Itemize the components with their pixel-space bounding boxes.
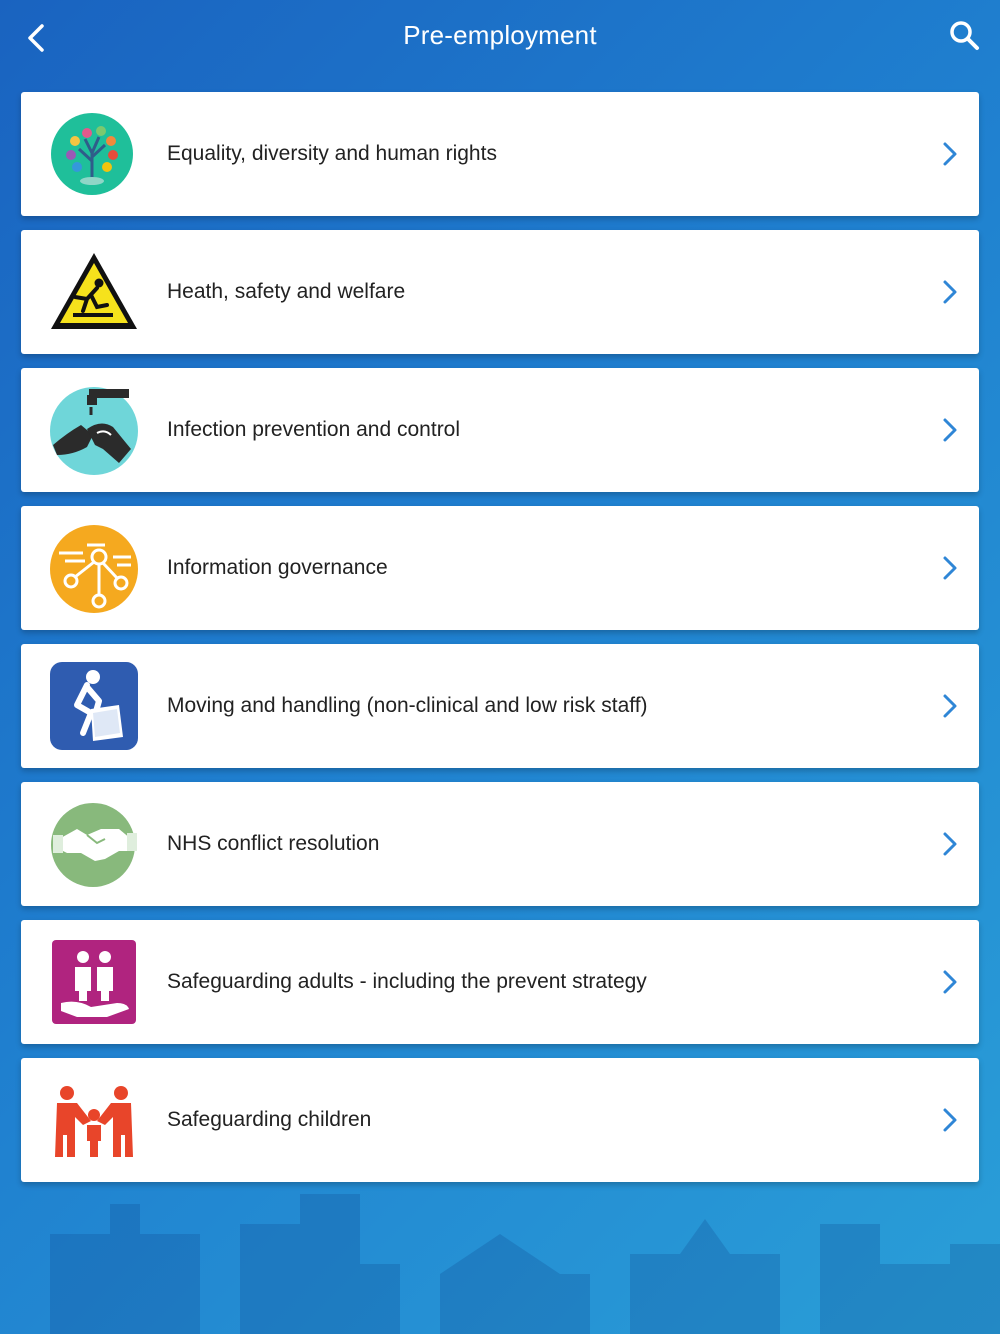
item-label: Heath, safety and welfare (167, 280, 406, 303)
item-label: Safeguarding children (167, 1108, 372, 1131)
chevron-right-icon (939, 1105, 961, 1135)
item-label: NHS conflict resolution (167, 832, 380, 855)
item-label: Infection prevention and control (167, 418, 461, 441)
list-item-safeguarding-adults[interactable] (21, 920, 979, 1044)
item-label: Information governance (167, 556, 388, 579)
handshake-icon (47, 799, 141, 889)
chevron-right-icon (939, 967, 961, 997)
search-icon (944, 16, 984, 56)
item-label: Moving and handling (non-clinical and low risk staff) (167, 694, 648, 717)
item-label: Safeguarding adults - including the prevent strategy (167, 970, 647, 993)
lifting-box-icon (47, 661, 141, 751)
city-skyline-background (0, 1164, 1000, 1334)
list-item-health-safety[interactable] (21, 230, 979, 354)
page-title: Pre-employment (403, 20, 597, 50)
list-item-equality[interactable] (21, 92, 979, 216)
diversity-tree-icon (47, 109, 141, 199)
item-label: Equality, diversity and human rights (167, 142, 497, 165)
chevron-right-icon (939, 277, 961, 307)
chevron-right-icon (939, 553, 961, 583)
list-item-moving-handling[interactable] (21, 644, 979, 768)
safeguarding-children-icon (47, 1075, 141, 1165)
hand-washing-icon (47, 385, 141, 475)
search-button[interactable] (944, 16, 984, 56)
list-item-information-governance[interactable] (21, 506, 979, 630)
slippery-floor-warning-icon (47, 247, 141, 337)
data-network-icon (47, 523, 141, 613)
list-item-infection-prevention[interactable] (21, 368, 979, 492)
top-bar (0, 0, 1000, 80)
list-item-conflict-resolution[interactable] (21, 782, 979, 906)
chevron-right-icon (939, 691, 961, 721)
chevron-right-icon (939, 139, 961, 169)
course-list (21, 92, 979, 1196)
chevron-right-icon (939, 829, 961, 859)
safeguarding-adults-icon (47, 937, 141, 1027)
chevron-right-icon (939, 415, 961, 445)
